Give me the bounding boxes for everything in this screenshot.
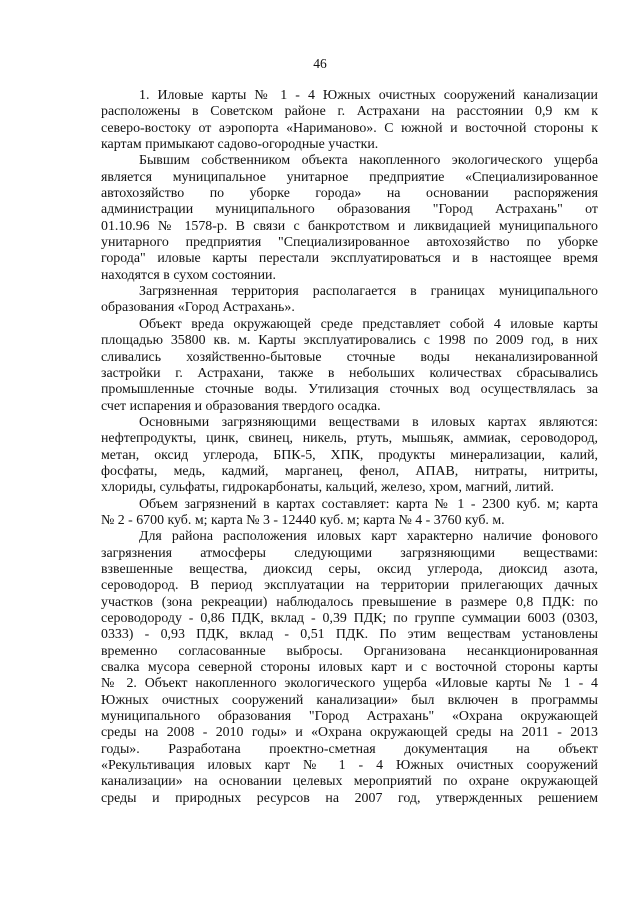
text-line: временно согласованные выбросы. Организована несанкционированная <box>101 643 598 659</box>
text-line: Для района расположения иловых карт характерно наличие фонового <box>139 529 598 545</box>
text-line: Объект вреда окружающей среде представляет собой 4 иловые карты <box>139 316 598 332</box>
text-line: образования «Город Астрахань». <box>101 300 295 316</box>
paragraph-3 <box>101 284 598 317</box>
text-line: среды и природных ресурсов на 2007 год, утвержденных решением <box>101 790 598 806</box>
text-line: № 2. Объект накопленного экологического ущерба «Иловые карты № 1 - 4 <box>101 676 598 692</box>
text-line: фосфаты, медь, кадмий, марганец, фенол, АПАВ, нитраты, нитриты, <box>101 463 598 479</box>
paragraph-4 <box>101 317 598 415</box>
text-line: находятся в сухом состоянии. <box>101 267 276 283</box>
paragraph-5 <box>101 415 598 497</box>
paragraph-6 <box>101 497 598 530</box>
text-line: хлориды, сульфаты, гидрокарбонаты, кальций, железо, хром, магний, литий. <box>101 480 554 496</box>
text-line: северо-востоку от аэропорта «Нариманово». С южной и восточной стороны к <box>101 120 598 136</box>
text-line: промышленные сточные воды. Утилизация сточных вод осуществлялась за <box>101 382 598 398</box>
text-line: автохозяйство по уборке города» на основании распоряжения <box>101 186 598 202</box>
text-line: расположены в Советском районе г. Астрахани на расстоянии 0,9 км к <box>101 104 598 120</box>
text-line: Бывшим собственником объекта накопленного экологического ущерба <box>139 153 598 169</box>
text-line: свалка мусора северной стороны иловых карт и с восточной стороны карты <box>101 660 598 676</box>
text-line: является муниципальное унитарное предприятие «Специализированное <box>101 169 598 185</box>
text-line: взвешенные вещества, диоксид серы, оксид углерода, диоксид азота, <box>101 561 598 577</box>
text-line: администрации муниципального образования "Город Астрахань" от <box>101 202 598 218</box>
text-line: 01.10.96 № 1578-р. В связи с банкротством и ликвидацией муниципального <box>101 218 598 234</box>
text-line: канализации» на основании целевых мероприятий по охране окружающей <box>101 774 598 790</box>
text-line: годы». Разработана проектно-сметная документация на объект <box>101 741 598 757</box>
text-line: нефтепродукты, цинк, свинец, никель, ртуть, мышьяк, аммиак, сероводород, <box>101 431 598 447</box>
text-line: 0333) - 0,93 ПДК, вклад - 0,51 ПДК. По этим веществам установлены <box>101 627 598 643</box>
paragraph-2 <box>101 153 598 284</box>
body-text <box>101 88 598 807</box>
text-line: загрязнения атмосферы следующими загрязняющими веществами: <box>101 545 598 561</box>
text-line: сливались хозяйственно-бытовые сточные воды неканализированной <box>101 349 598 365</box>
text-line: сероводороду - 0,86 ПДК, вклад - 0,39 ПДК; по группе суммации 6003 (0303, <box>101 611 598 626</box>
text-line: сероводород. В период эксплуатации на территории прилегающих дачных <box>101 578 598 594</box>
text-line: «Рекультивация иловых карт № 1 - 4 Южных очистных сооружений <box>101 758 598 774</box>
text-line: счет испарения и образования твердого осадка. <box>101 398 381 414</box>
text-line: Загрязненная территория располагается в границах муниципального <box>139 284 598 300</box>
text-line: Южных очистных сооружений канализации» был включен в программы <box>101 692 598 708</box>
text-line: Объем загрязнений в картах составляет: карта № 1 - 2300 куб. м; карта <box>139 496 598 512</box>
text-line: города" иловые карты перестали эксплуатироваться и в настоящее время <box>101 251 598 267</box>
text-line: Основными загрязняющими веществами в иловых картах являются: <box>139 414 598 430</box>
text-line: 1. Иловые карты № 1 - 4 Южных очистных сооружений канализации <box>139 88 598 103</box>
text-line: картам примыкают садово-огородные участки. <box>101 137 379 153</box>
text-line: застройки г. Астрахани, также в небольших количествах сбрасывались <box>101 365 598 381</box>
paragraph-7 <box>101 529 598 807</box>
paragraph-1 <box>101 88 598 153</box>
text-line: унитарного предприятия "Специализированное автохозяйство по уборке <box>101 235 598 251</box>
text-line: среды на 2008 - 2010 годы» и «Охрана окружающей среды на 2011 - 2013 <box>101 725 598 741</box>
page-number: 46 <box>313 56 327 71</box>
text-line: участков (зона рекреации) наблюдалось превышение в размере 0,8 ПДК: по <box>101 594 598 610</box>
text-line: № 2 - 6700 куб. м; карта № 3 - 12440 куб. м; карта № 4 - 3760 куб. м. <box>101 512 505 528</box>
text-line: муниципального образования "Город Астрахань" «Охрана окружающей <box>101 709 598 725</box>
text-line: метан, оксид углерода, БПК-5, ХПК, продукты минерализации, калий, <box>101 447 598 463</box>
text-line: площадью 35800 кв. м. Карты эксплуатировались с 1998 по 2009 год, в них <box>101 333 598 349</box>
